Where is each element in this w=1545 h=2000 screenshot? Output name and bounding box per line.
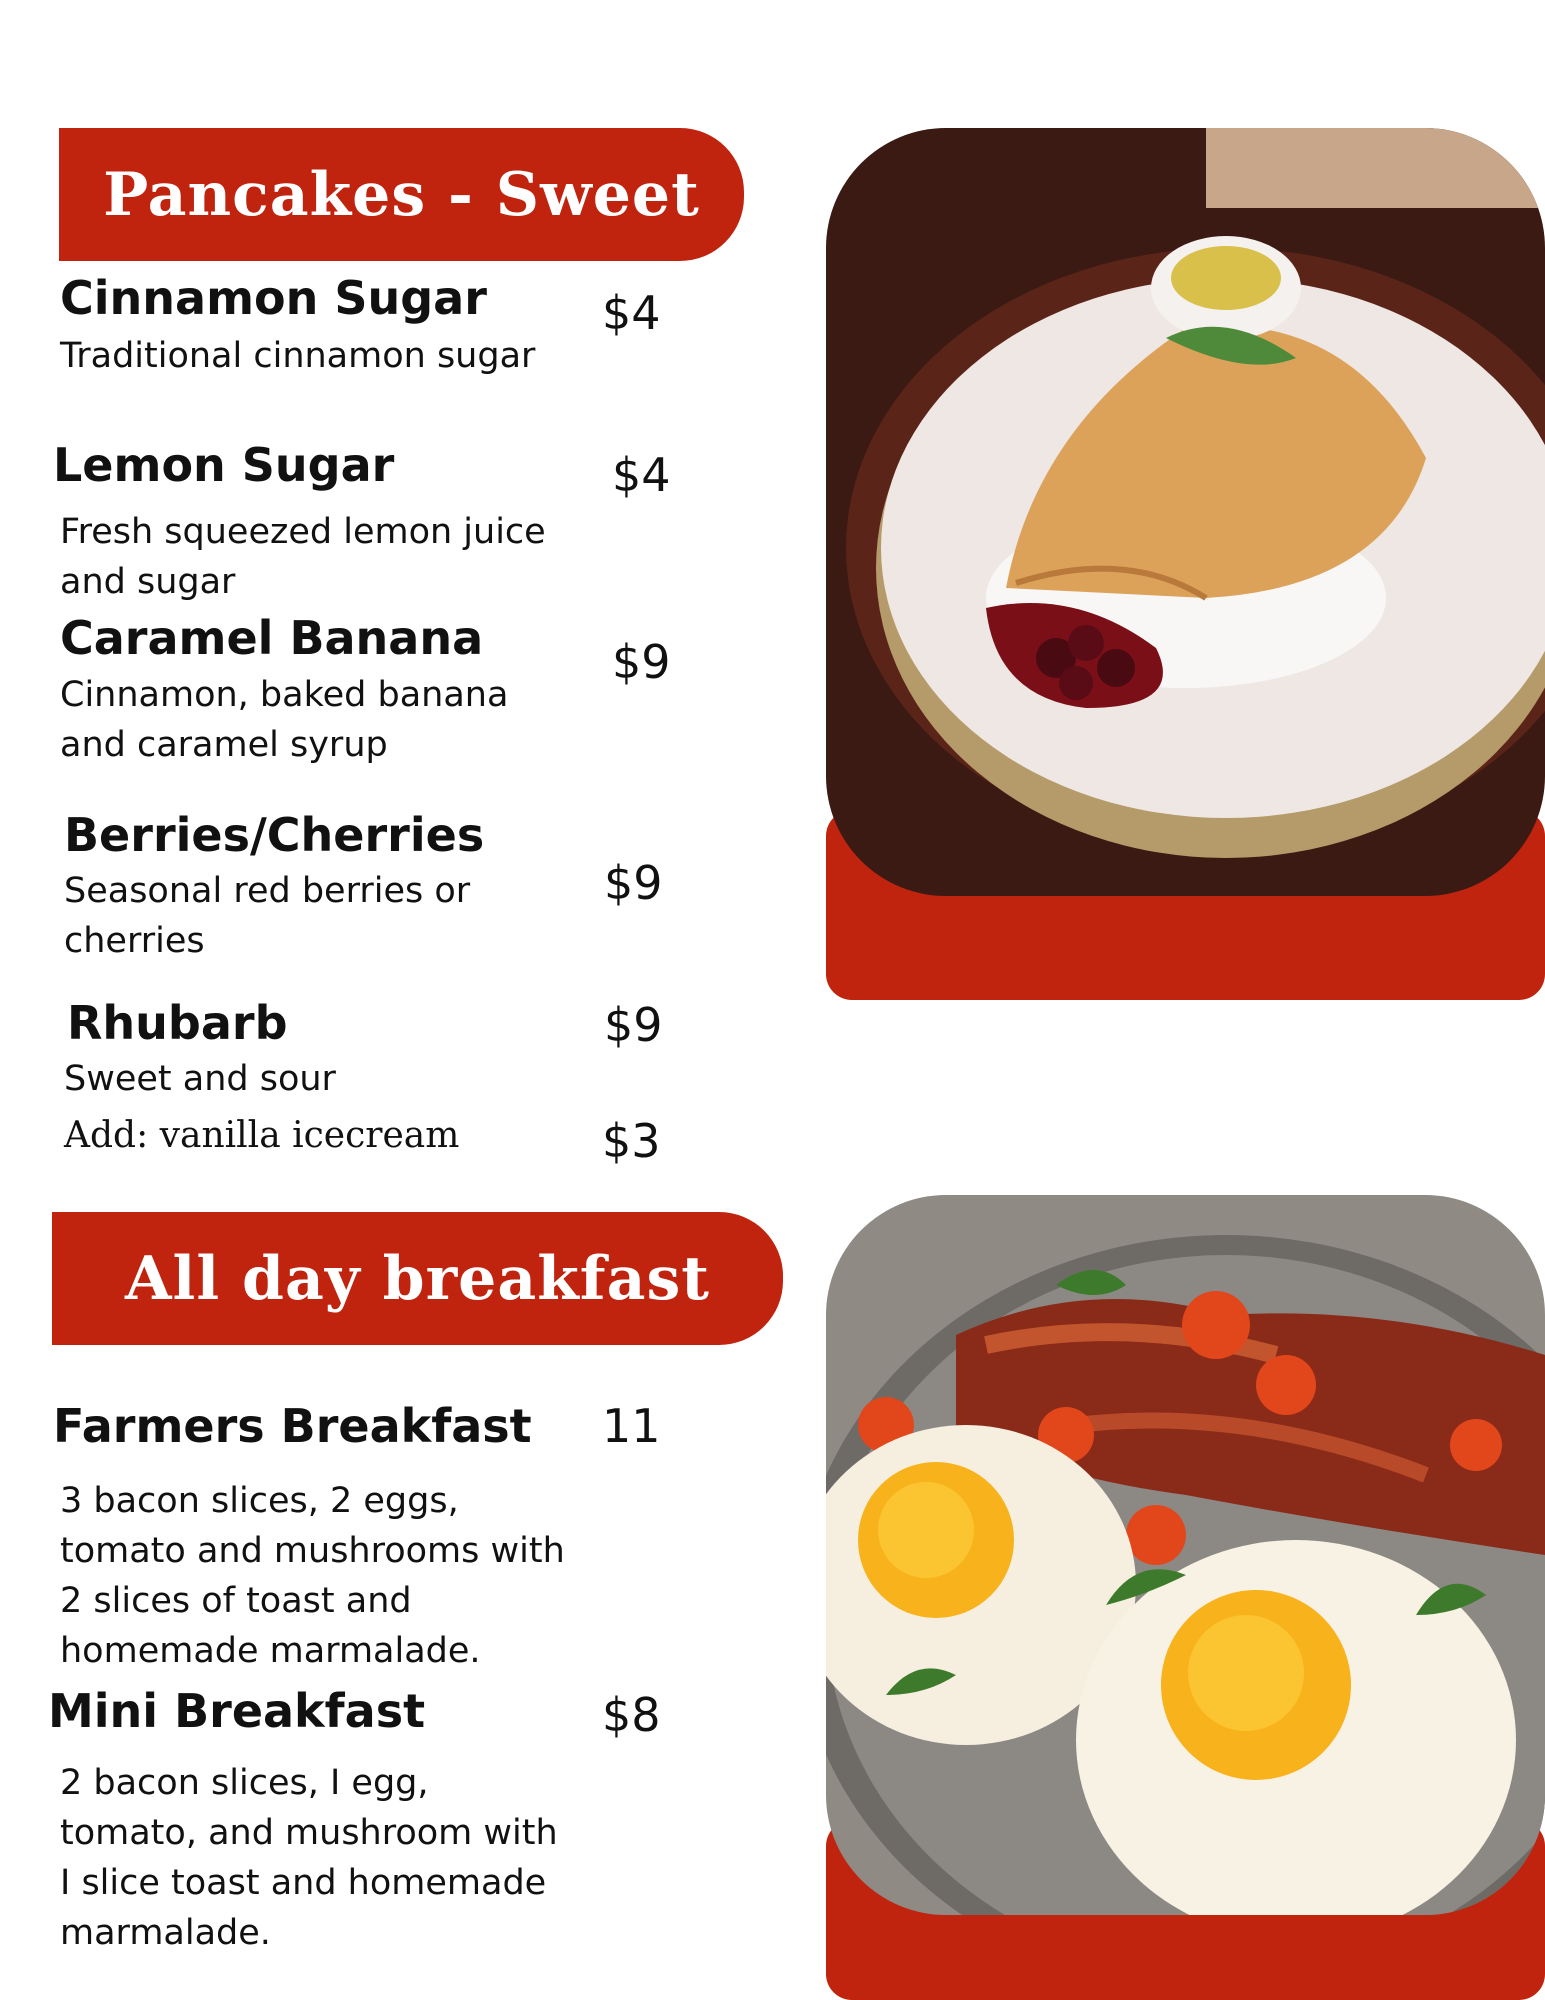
- menu-item-name: Rhubarb: [67, 996, 288, 1050]
- breakfast-section-banner: [52, 1212, 783, 1345]
- menu-item-description: Seasonal red berries or cherries: [64, 871, 471, 961]
- menu-item-description: Traditional cinnamon sugar: [60, 336, 536, 376]
- menu-item-description: 2 bacon slices, I egg, tomato, and mushroom with I slice toast and homemade marmalade.: [60, 1763, 558, 1953]
- pancakes-section-title: Pancakes - Sweet: [103, 159, 700, 230]
- menu-item-description: Cinnamon, baked banana and caramel syrup: [60, 675, 509, 765]
- addon-label: Add: vanilla icecream: [64, 1115, 460, 1156]
- menu-item-name: Mini Breakfast: [48, 1684, 426, 1738]
- menu-item-price: $4: [602, 286, 661, 340]
- breakfast-section-title: All day breakfast: [125, 1243, 710, 1314]
- menu-item-name: Lemon Sugar: [53, 438, 395, 492]
- pancakes-section-banner: [59, 128, 744, 261]
- menu-item-price: $8: [602, 1688, 661, 1742]
- menu-item-name: Caramel Banana: [60, 611, 484, 665]
- addon-price: $3: [602, 1114, 661, 1168]
- menu-item-price: 11: [602, 1399, 661, 1453]
- menu-item-price: $9: [612, 635, 671, 689]
- menu-item-name: Cinnamon Sugar: [60, 271, 487, 325]
- menu-item-name: Berries/Cherries: [64, 808, 485, 862]
- breakfast-photo: [826, 1195, 1545, 1915]
- menu-item-price: $9: [604, 998, 663, 1052]
- menu-item-price: $9: [604, 856, 663, 910]
- menu-item-description: Fresh squeezed lemon juice and sugar: [60, 512, 546, 602]
- menu-item-description: 3 bacon slices, 2 eggs, tomato and mushrooms with 2 slices of toast and homemade marmalade.: [60, 1481, 565, 1671]
- pancake-photo: [826, 128, 1545, 896]
- menu-item-description: Sweet and sour: [64, 1059, 336, 1099]
- menu-item-price: $4: [612, 448, 671, 502]
- menu-item-name: Farmers Breakfast: [53, 1399, 532, 1453]
